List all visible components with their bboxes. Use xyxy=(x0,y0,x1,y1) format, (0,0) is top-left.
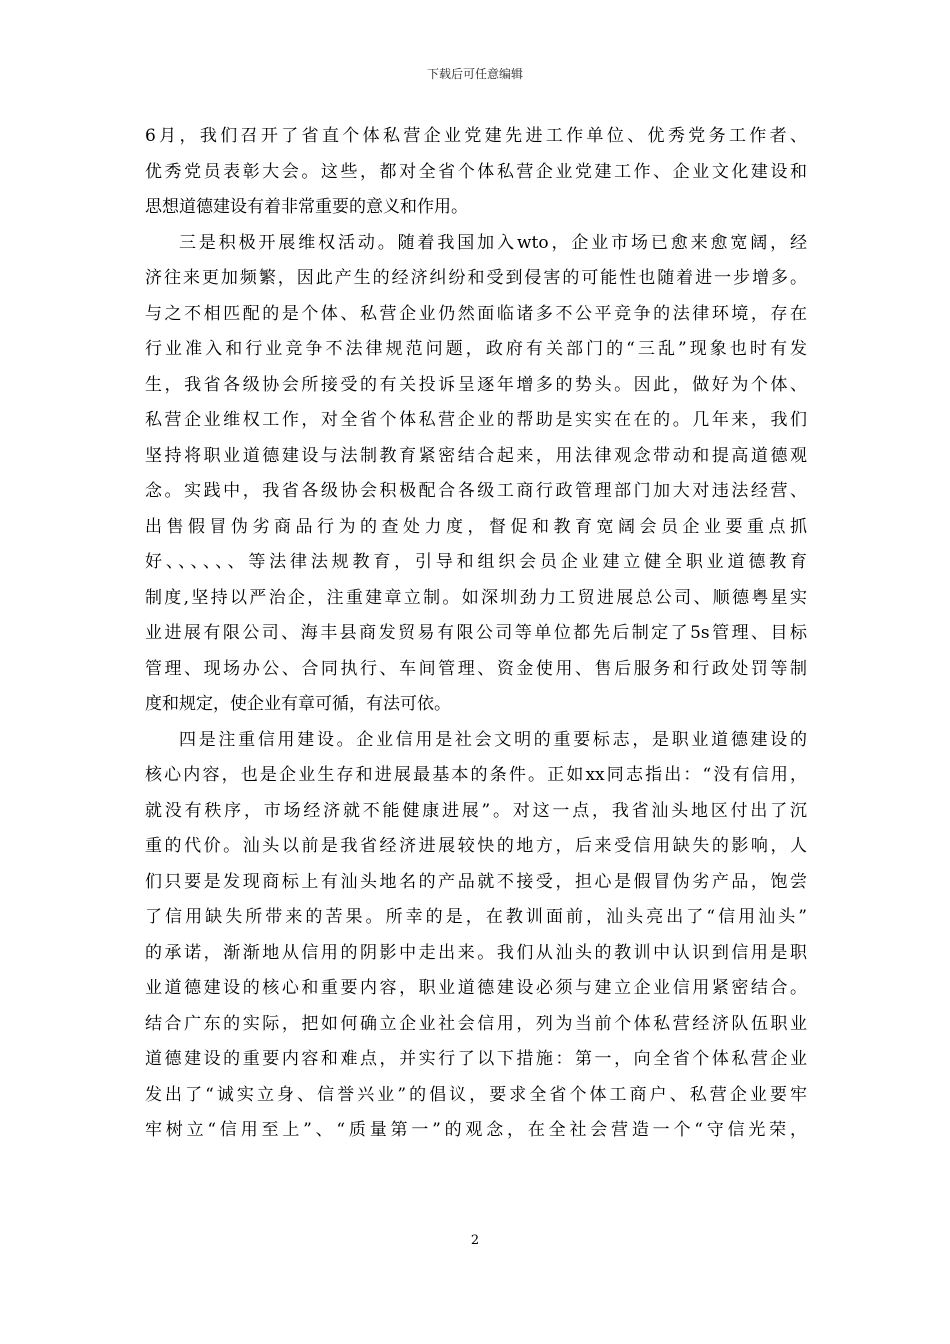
text-line: 道德建设的重要内容和难点，并实行了以下措施：第一，向全省个体私营企业 xyxy=(145,1049,807,1069)
text-line: 牢树立“信用至上”、“质量第一”的观念，在全社会营造一个“守信光荣， xyxy=(145,1120,807,1140)
text-line: 出售假冒伪劣商品行为的查处力度，督促和教育宽阔会员企业要重点抓 xyxy=(145,516,807,537)
text-line: 核心内容，也是企业生存和进展最基本的条件。正如xx同志指出：“没有信用， xyxy=(145,765,807,785)
text-line: 与之不相匹配的是个体、私营企业仍然面临诸多不公平竞争的法律环境，存在 xyxy=(145,303,807,324)
text-line: 业道德建设的核心和重要内容，职业道德建设必须与建立企业信用紧密结合。 xyxy=(145,978,807,998)
text-line: 行业准入和行业竞争不法律规范问题，政府有关部门的“三乱”现象也时有发 xyxy=(145,339,807,359)
text-line: 结合广东的实际，把如何确立企业社会信用，列为当前个体私营经济队伍职业 xyxy=(145,1013,807,1034)
text-line: 好、、、、、、等法律法规教育，引导和组织会员企业建立健全职业道德教育 xyxy=(145,552,807,572)
page-number: 2 xyxy=(470,1233,480,1248)
text-line: 度和规定，使企业有章可循，有法可依。 xyxy=(145,694,451,714)
text-line: 优秀党员表彰大会。这些，都对全省个体私营企业党建工作、企业文化建设和 xyxy=(145,161,807,182)
text-line: 制度,坚持以严治企，注重建章立制。如深圳劲力工贸进展总公司、顺德粤星实 xyxy=(145,587,807,608)
text-line: 了信用缺失所带来的苦果。所幸的是，在教训面前，汕头亮出了“信用汕头” xyxy=(145,907,807,927)
text-line: 思想道德建设有着非常重要的意义和作用。 xyxy=(145,197,468,217)
text-line: 济往来更加频繁，因此产生的经济纠纷和受到侵害的可能性也随着进一步增多。 xyxy=(145,268,807,288)
paragraph-3 xyxy=(145,723,807,1149)
text-line: 念。实践中，我省各级协会积极配合各级工商行政管理部门加大对违法经营、 xyxy=(145,481,807,501)
text-line: 四是注重信用建设。企业信用是社会文明的重要标志，是职业道德建设的 xyxy=(179,729,807,750)
text-line: 管理、现场办公、合同执行、车间管理、资金使用、售后服务和行政处罚等制 xyxy=(145,658,807,679)
paragraph-1 xyxy=(145,119,807,226)
paragraph-2 xyxy=(145,226,807,723)
text-line: 三是积极开展维权活动。随着我国加入wto，企业市场已愈来愈宽阔，经 xyxy=(179,232,807,253)
text-line: 生，我省各级协会所接受的有关投诉呈逐年增多的势头。因此，做好为个体、 xyxy=(145,374,807,395)
text-line: 发出了“诚实立身、信誉兴业”的倡议，要求全省个体工商户、私营企业要牢 xyxy=(145,1084,807,1105)
document-body xyxy=(145,119,807,1149)
text-line: 们只要是发现商标上有汕头地名的产品就不接受，担心是假冒伪劣产品，饱尝 xyxy=(145,871,807,892)
text-line: 私营企业维权工作，对全省个体私营企业的帮助是实实在在的。几年来，我们 xyxy=(145,410,807,430)
text-line: 业进展有限公司、海丰县商发贸易有限公司等单位都先后制定了5s管理、目标 xyxy=(145,623,807,643)
text-line: 重的代价。汕头以前是我省经济进展较快的地方，后来受信用缺失的影响，人 xyxy=(145,836,807,856)
page-header: 下载后可任意编辑 xyxy=(426,67,523,81)
text-line: 6月，我们召开了省直个体私营企业党建先进工作单位、优秀党务工作者、 xyxy=(145,126,807,146)
text-line: 就没有秩序，市场经济就不能健康进展”。对这一点，我省汕头地区付出了沉 xyxy=(145,800,807,821)
text-line: 的承诺，渐渐地从信用的阴影中走出来。我们从汕头的教训中认识到信用是职 xyxy=(145,942,807,963)
text-line: 坚持将职业道德建设与法制教育紧密结合起来，用法律观念带动和提高道德观 xyxy=(145,445,807,466)
